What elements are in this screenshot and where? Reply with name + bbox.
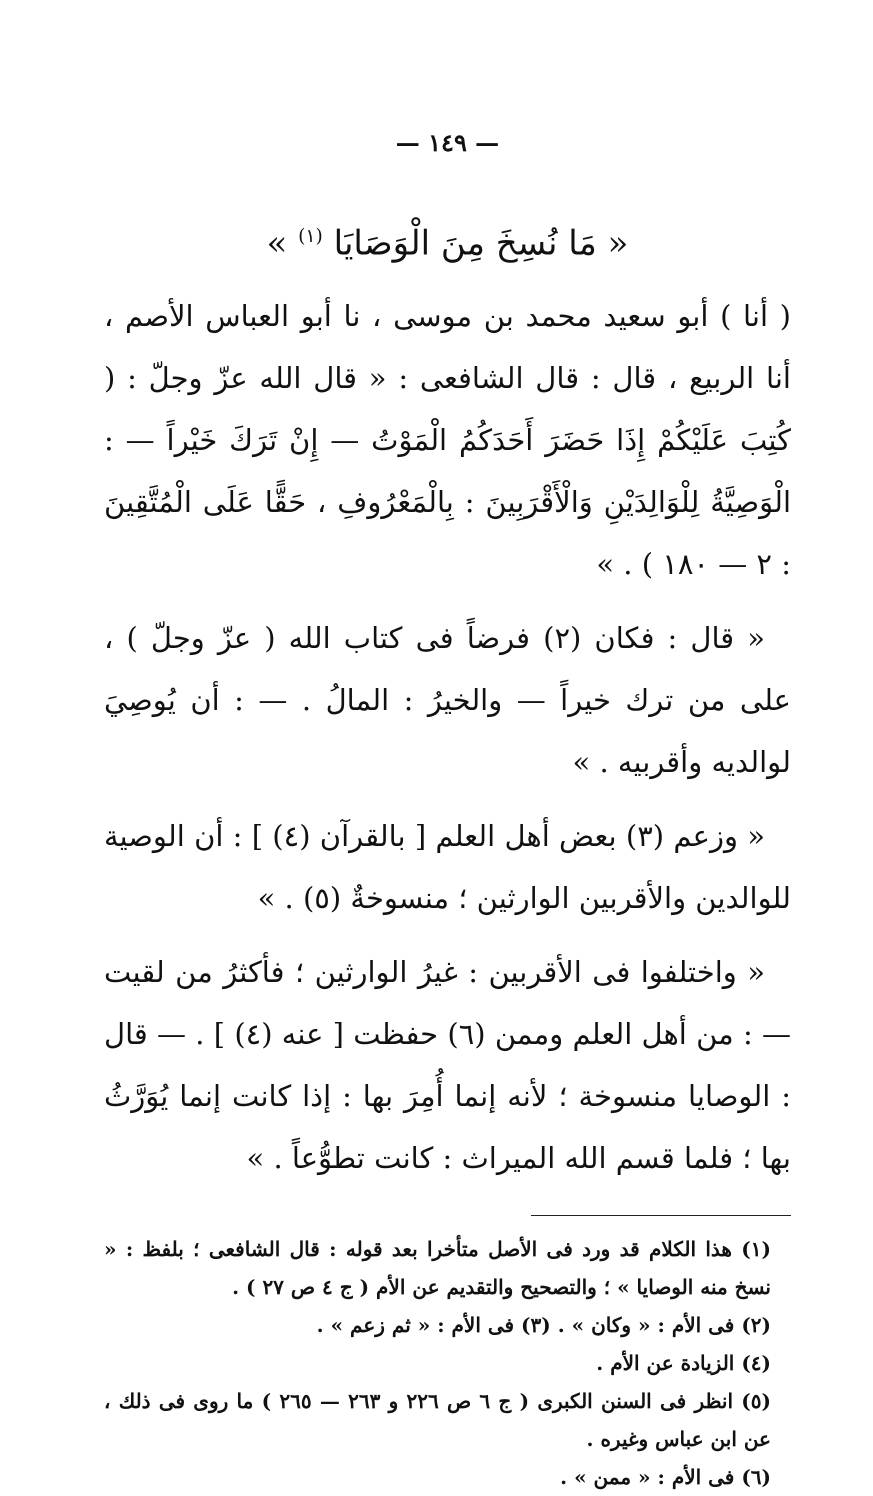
paragraph-disagreement: « واختلفوا فى الأقربين : غيرُ الوارثين ؛ فأكثرُ من لقيت — : من أهل العلم وممن (٦) حفظت [ عنه (٤) ] . — قال : الوصايا منسوخة ؛ لأنه إنما أُمِرَ بها : إذا كانت إنما يُوَرَّثُ بها ؛ فلما قسم الله الميراث : كانت تطوُّعاً . » (104, 955, 791, 1176)
paragraph-abrogation-claim: « وزعم (٣) بعض أهل العلم [ بالقرآن (٤) ] : أن الوصية للوالدين والأقربين الوارثين ؛ منسوخةٌ (٥) . » (104, 819, 791, 916)
footnotes (104, 1230, 791, 1496)
chapter-title-text: « مَا نُسِخَ مِنَ الْوَصَايَا (333, 223, 629, 264)
chapter-title (104, 215, 791, 265)
chapter-title-footnote-ref: (١) (298, 226, 323, 247)
body-text (104, 285, 791, 1189)
footnote-separator (531, 1215, 791, 1216)
footnote-4: (٤) الزيادة عن الأم . (596, 1351, 771, 1376)
footnote-separator-wrap (104, 1215, 791, 1216)
footnote-2-3: (٢) فى الأم : « وكان » . (٣) فى الأم : « ثم زعم » . (316, 1313, 771, 1338)
chapter-title-closing-quote: » (266, 223, 288, 264)
footnote-1: (١) هذا الكلام قد ورد فى الأصل متأخرا بعد قوله : قال الشافعى ؛ بلفظ : « نسخ منه الوصايا » ؛ والتصحيح والتقديم عن الأم ( ج ٤ ص ٢٧ ) . (104, 1237, 771, 1300)
footnote-6: (٦) فى الأم : « ممن » . (560, 1465, 771, 1490)
page-number: — ١٤٩ — (395, 128, 500, 157)
paragraph-obligation: « قال : فكان (٢) فرضاً فى كتاب الله ( عزّ وجلّ ) ، على من ترك خيراً — والخيرُ : المالُ . — : أن يُوصِيَ لوالديه وأقربيه . » (104, 621, 791, 780)
paragraph-isnad: ( أنا ) أبو سعيد محمد بن موسى ، نا أبو العباس الأصم ، أنا الربيع ، قال : قال الشافعى : « قال الله عزّ وجلّ : ( كُتِبَ عَلَيْكُمْ إِذَا حَضَرَ أَحَدَكُمُ الْمَوْتُ — إِنْ تَرَكَ خَيْراً — : الْوَصِيَّةُ لِلْوَالِدَيْنِ وَالْأَقْرَبِينَ : بِالْمَعْرُوفِ ، حَقًّا عَلَى الْمُتَّقِينَ : ٢ — ١٨٠ ) . » (104, 299, 791, 582)
footnote-5: (٥) انظر فى السنن الكبرى ( ج ٦ ص ٢٢٦ و ٢٦٣ — ٢٦٥ ) ما روى فى ذلك ، عن ابن عباس وغيره . (104, 1389, 771, 1452)
